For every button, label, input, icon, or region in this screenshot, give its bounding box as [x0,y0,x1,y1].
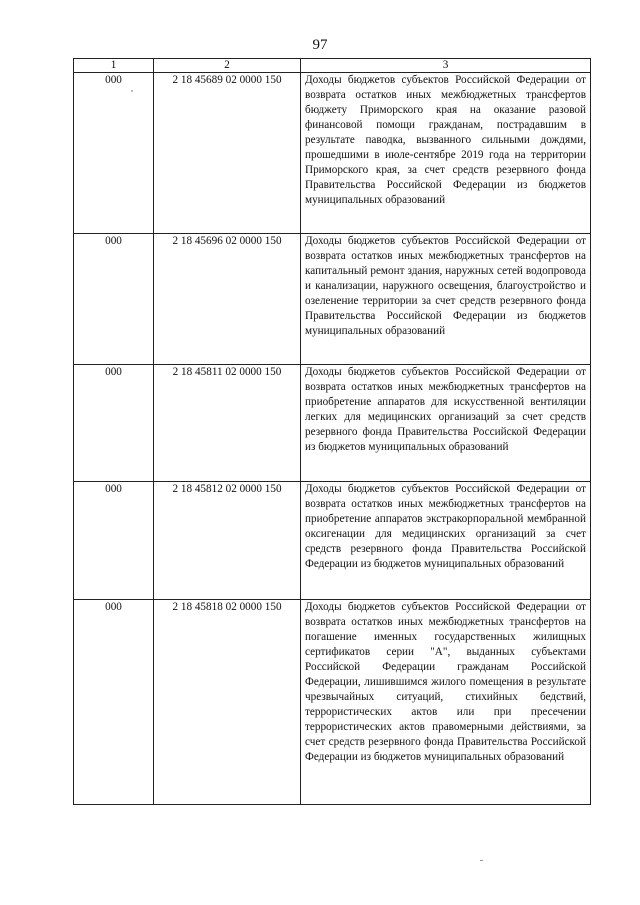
scan-speck [131,90,133,92]
table-row [74,234,591,365]
admin-code-cell: 000 [74,365,154,482]
column-header-3: 3 [301,59,591,73]
budget-code-cell: 2 18 45812 02 0000 150 [154,482,301,600]
page-number: 97 [312,37,328,53]
table-row [74,482,591,600]
admin-code-cell: 000 [74,234,154,365]
revenue-name-cell: Доходы бюджетов субъектов Российской Федерации от возврата остатков иных межбюджетных трансфертов на приобретение аппаратов для искусственной вентиляции легких для медицинских организаций за счет средств резервного фонда Правительства Российской Федерации из бюджетов муниципальных образований [301,365,591,482]
admin-code-cell: 000 [74,482,154,600]
table-row [74,365,591,482]
budget-code-cell: 2 18 45811 02 0000 150 [154,365,301,482]
budget-code-cell: 2 18 45696 02 0000 150 [154,234,301,365]
table-header-row [74,59,591,73]
table-row [74,73,591,234]
column-header-2: 2 [154,59,301,73]
budget-code-cell: 2 18 45818 02 0000 150 [154,600,301,805]
table-row [74,600,591,805]
scan-mark [480,860,483,861]
column-header-1: 1 [74,59,154,73]
admin-code-cell: 000 [74,600,154,805]
revenue-name-cell: Доходы бюджетов субъектов Российской Федерации от возврата остатков иных межбюджетных трансфертов на погашение именных государственных жилищных сертификатов серии "А", выданных субъектами Российской Федерации гражданам Российской Федерации, лишившимся жилого помещения в результате чрезвычайных ситуаций, стихийных бедствий, террористических актов или при пресечении террористических актов правомерными действиями, за счет средств резервного фонда Правительства Российской Федерации из бюджетов муниципальных образований [301,600,591,805]
revenue-name-cell: Доходы бюджетов субъектов Российской Федерации от возврата остатков иных межбюджетных трансфертов на приобретение аппаратов экстракорпоральной мембранной оксигенации для медицинских организаций за счет средств резервного фонда Правительства Российской Федерации из бюджетов муниципальных образований [301,482,591,600]
revenue-name-cell: Доходы бюджетов субъектов Российской Федерации от возврата остатков иных межбюджетных трансфертов на капитальный ремонт здания, наружных сетей водопровода и канализации, наружного освещения, благоустройство и озеленение территории за счет средств резервного фонда Правительства Российской Федерации из бюджетов муниципальных образований [301,234,591,365]
budget-code-cell: 2 18 45689 02 0000 150 [154,73,301,234]
admin-code-cell: 000 [74,73,154,234]
budget-revenue-table [73,58,591,805]
revenue-name-cell: Доходы бюджетов субъектов Российской Федерации от возврата остатков иных межбюджетных трансфертов бюджету Приморского края на оказание разовой финансовой помощи гражданам, пострадавшим в результате паводка, вызванного сильными дождями, прошедшими в июле-сентябре 2019 года на территории Приморского края, за счет средств резервного фонда Правительства Российской Федерации из бюджетов муниципальных образований [301,73,591,234]
